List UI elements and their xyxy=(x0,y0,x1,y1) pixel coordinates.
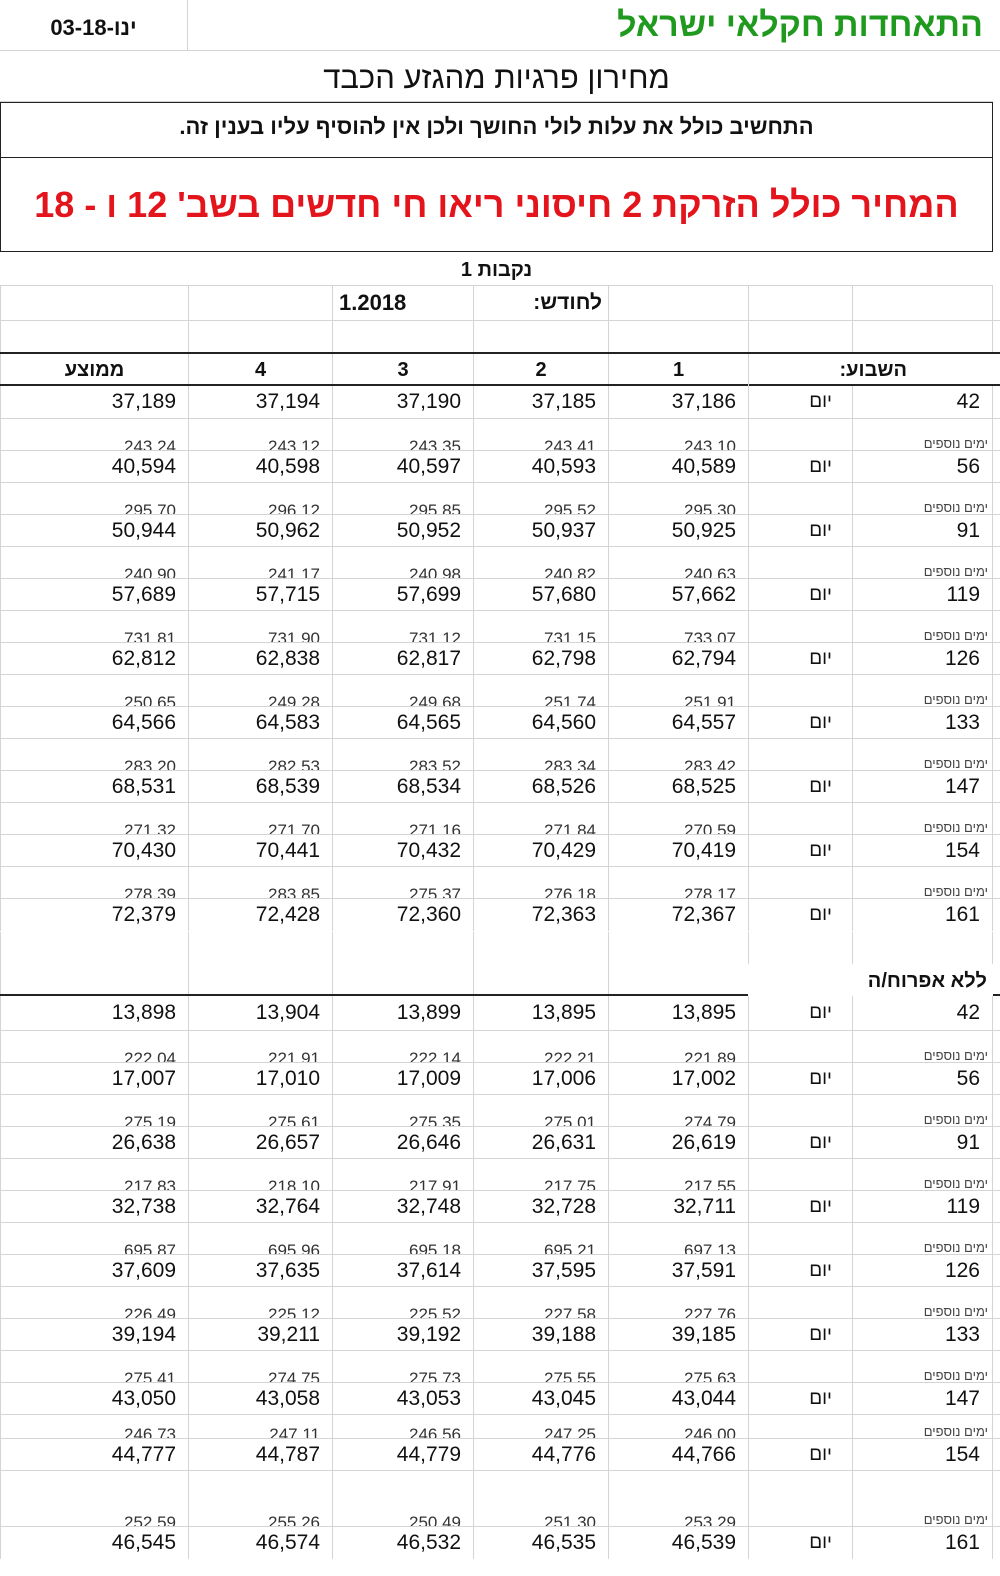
price-row xyxy=(0,706,1000,739)
week-2-price: 40,593 xyxy=(473,451,608,483)
week-2-price: 17,006 xyxy=(473,1063,608,1095)
day-unit: יום xyxy=(748,643,852,675)
avg-extra-day: 217.83 xyxy=(0,1159,188,1191)
week-2-extra-day: 295.52 xyxy=(473,483,608,515)
week-2-extra-day: 217.75 xyxy=(473,1159,608,1191)
avg-price: 44,777 xyxy=(0,1439,188,1471)
day-unit: יום xyxy=(748,1439,852,1471)
week-1-price: 37,591 xyxy=(608,1255,748,1287)
extra-days-label: ימים נוספים xyxy=(852,1287,993,1319)
week-1-price: 50,925 xyxy=(608,515,748,547)
week-3-price: 32,748 xyxy=(332,1191,473,1223)
header-row xyxy=(0,0,1000,51)
week-4-extra-day: 218.10 xyxy=(188,1159,332,1191)
week-3-price: 40,597 xyxy=(332,451,473,483)
week-1-extra-day: 295.30 xyxy=(608,483,748,515)
week-3-price: 17,009 xyxy=(332,1063,473,1095)
week-1-extra-day: 278.17 xyxy=(608,867,748,899)
col-week-1: 1 xyxy=(608,354,748,384)
extra-days-label: ימים נוספים xyxy=(852,1159,993,1191)
price-row xyxy=(0,1254,1000,1287)
age-days: 119 xyxy=(852,579,993,611)
day-unit: יום xyxy=(748,1063,852,1095)
week-3-extra-day: 243.35 xyxy=(332,419,473,451)
day-unit: יום xyxy=(748,1527,852,1559)
day-unit: יום xyxy=(748,1383,852,1415)
week-3-price: 37,614 xyxy=(332,1255,473,1287)
sheet-date: 03-ינו-18 xyxy=(0,0,188,50)
day-unit: יום xyxy=(748,899,852,931)
section-title: נקבות 1 xyxy=(0,252,993,286)
extra-days-label: ימים נוספים xyxy=(852,1471,993,1527)
week-1-extra-day: 251.91 xyxy=(608,675,748,707)
week-4-extra-day: 274.75 xyxy=(188,1351,332,1383)
week-1-extra-day: 240.63 xyxy=(608,547,748,579)
extra-day-row xyxy=(0,738,1000,771)
day-unit: יום xyxy=(748,1127,852,1159)
week-1-price: 62,794 xyxy=(608,643,748,675)
day-unit: יום xyxy=(748,771,852,803)
week-2-extra-day: 731.15 xyxy=(473,611,608,643)
week-1-extra-day: 246.00 xyxy=(608,1415,748,1439)
week-1-price: 17,002 xyxy=(608,1063,748,1095)
week-4-price: 68,539 xyxy=(188,771,332,803)
section2-label: ללא אפרוח/ה xyxy=(748,964,993,996)
avg-extra-day: 278.39 xyxy=(0,867,188,899)
week-1-price: 46,539 xyxy=(608,1527,748,1559)
week-1-extra-day: 733.07 xyxy=(608,611,748,643)
age-days: 56 xyxy=(852,1063,993,1095)
week-3-extra-day: 240.98 xyxy=(332,547,473,579)
week-4-price: 57,715 xyxy=(188,579,332,611)
week-3-price: 57,699 xyxy=(332,579,473,611)
day-unit: יום xyxy=(748,835,852,867)
week-4-extra-day: 225.12 xyxy=(188,1287,332,1319)
week-3-price: 37,190 xyxy=(332,386,473,418)
week-1-price: 44,766 xyxy=(608,1439,748,1471)
month-value: 1.2018 xyxy=(332,286,473,320)
avg-extra-day: 226.49 xyxy=(0,1287,188,1319)
price-row xyxy=(0,996,1000,1030)
price-row xyxy=(0,770,1000,803)
week-1-price: 57,662 xyxy=(608,579,748,611)
week-4-extra-day: 282.53 xyxy=(188,739,332,771)
extra-days-label: ימים נוספים xyxy=(852,739,993,771)
price-row xyxy=(0,834,1000,867)
age-days: 126 xyxy=(852,643,993,675)
week-3-price: 70,432 xyxy=(332,835,473,867)
avg-extra-day: 275.41 xyxy=(0,1351,188,1383)
avg-price: 37,609 xyxy=(0,1255,188,1287)
month-label: לחודש: xyxy=(473,286,608,320)
week-1-extra-day: 221.89 xyxy=(608,1031,748,1063)
extra-day-row xyxy=(0,1094,1000,1127)
extra-days-label: ימים נוספים xyxy=(852,867,993,899)
week-1-price: 26,619 xyxy=(608,1127,748,1159)
week-2-extra-day: 251.74 xyxy=(473,675,608,707)
week-1-price: 43,044 xyxy=(608,1383,748,1415)
week-4-extra-day: 247.11 xyxy=(188,1415,332,1439)
week-1-extra-day: 217.55 xyxy=(608,1159,748,1191)
column-header-row xyxy=(0,352,1000,386)
extra-day-row xyxy=(0,674,1000,707)
week-4-extra-day: 296.12 xyxy=(188,483,332,515)
extra-days-label: ימים נוספים xyxy=(852,611,993,643)
week-2-price: 72,363 xyxy=(473,899,608,931)
avg-extra-day: 695.87 xyxy=(0,1223,188,1255)
extra-day-row xyxy=(0,1350,1000,1383)
price-row xyxy=(0,1126,1000,1159)
week-2-extra-day: 275.55 xyxy=(473,1351,608,1383)
week-1-price: 72,367 xyxy=(608,899,748,931)
week-4-extra-day: 271.70 xyxy=(188,803,332,835)
week-3-extra-day: 283.52 xyxy=(332,739,473,771)
week-2-extra-day: 222.21 xyxy=(473,1031,608,1063)
week-4-extra-day: 255.26 xyxy=(188,1471,332,1527)
extra-day-row xyxy=(0,610,1000,643)
week-3-extra-day: 295.85 xyxy=(332,483,473,515)
week-4-extra-day: 695.96 xyxy=(188,1223,332,1255)
avg-extra-day: 275.19 xyxy=(0,1095,188,1127)
section2-label-row xyxy=(0,964,1000,996)
week-3-price: 26,646 xyxy=(332,1127,473,1159)
day-unit: יום xyxy=(748,996,852,1030)
extra-days-label: ימים נוספים xyxy=(852,1223,993,1255)
week-2-extra-day: 283.34 xyxy=(473,739,608,771)
age-days: 161 xyxy=(852,899,993,931)
price-row xyxy=(0,1526,1000,1559)
price-row xyxy=(0,578,1000,611)
avg-extra-day: 271.32 xyxy=(0,803,188,835)
week-4-extra-day: 283.85 xyxy=(188,867,332,899)
age-days: 42 xyxy=(852,386,993,418)
week-2-price: 62,798 xyxy=(473,643,608,675)
week-1-extra-day: 274.79 xyxy=(608,1095,748,1127)
price-row xyxy=(0,642,1000,675)
week-2-price: 37,595 xyxy=(473,1255,608,1287)
week-3-extra-day: 249.68 xyxy=(332,675,473,707)
week-1-extra-day: 270.59 xyxy=(608,803,748,835)
week-2-extra-day: 271.84 xyxy=(473,803,608,835)
avg-price: 37,189 xyxy=(0,386,188,418)
price-row xyxy=(0,1382,1000,1415)
age-days: 154 xyxy=(852,1439,993,1471)
week-2-extra-day: 247.25 xyxy=(473,1415,608,1439)
extra-day-row xyxy=(0,1158,1000,1191)
col-week-3: 3 xyxy=(332,354,473,384)
week-4-price: 32,764 xyxy=(188,1191,332,1223)
avg-price: 43,050 xyxy=(0,1383,188,1415)
price-row xyxy=(0,450,1000,483)
blank-row xyxy=(0,320,1000,352)
week-3-extra-day: 225.52 xyxy=(332,1287,473,1319)
week-4-price: 64,583 xyxy=(188,707,332,739)
week-2-extra-day: 695.21 xyxy=(473,1223,608,1255)
week-4-price: 62,838 xyxy=(188,643,332,675)
extra-day-row xyxy=(0,1470,1000,1527)
extra-day-row xyxy=(0,1222,1000,1255)
week-2-extra-day: 243.41 xyxy=(473,419,608,451)
week-2-price: 43,045 xyxy=(473,1383,608,1415)
price-row xyxy=(0,1438,1000,1471)
week-4-extra-day: 221.91 xyxy=(188,1031,332,1063)
price-row xyxy=(0,898,1000,931)
price-row xyxy=(0,1318,1000,1351)
week-4-price: 70,441 xyxy=(188,835,332,867)
day-unit: יום xyxy=(748,451,852,483)
week-4-price: 72,428 xyxy=(188,899,332,931)
avg-price: 64,566 xyxy=(0,707,188,739)
price-note: המחיר כולל הזרקת 2 חיסוני ריאו חי חדשים בשב' 12 ו - 18 xyxy=(0,158,993,252)
week-2-extra-day: 240.82 xyxy=(473,547,608,579)
day-unit: יום xyxy=(748,386,852,418)
week-4-price: 44,787 xyxy=(188,1439,332,1471)
week-3-price: 64,565 xyxy=(332,707,473,739)
price-row xyxy=(0,1062,1000,1095)
avg-price: 57,689 xyxy=(0,579,188,611)
avg-price: 68,531 xyxy=(0,771,188,803)
extra-day-row xyxy=(0,1414,1000,1439)
week-1-extra-day: 697.13 xyxy=(608,1223,748,1255)
week-1-extra-day: 283.42 xyxy=(608,739,748,771)
avg-extra-day: 243.24 xyxy=(0,419,188,451)
week-4-extra-day: 275.61 xyxy=(188,1095,332,1127)
avg-extra-day: 283.20 xyxy=(0,739,188,771)
age-days: 147 xyxy=(852,771,993,803)
avg-price: 13,898 xyxy=(0,996,188,1030)
avg-price: 17,007 xyxy=(0,1063,188,1095)
avg-extra-day: 295.70 xyxy=(0,483,188,515)
page-title: מחירון פרגיות מהגזע הכבד xyxy=(0,50,993,102)
week-1-price: 68,525 xyxy=(608,771,748,803)
week-2-price: 44,776 xyxy=(473,1439,608,1471)
week-4-extra-day: 243.12 xyxy=(188,419,332,451)
age-days: 147 xyxy=(852,1383,993,1415)
avg-extra-day: 252.59 xyxy=(0,1471,188,1527)
age-days: 126 xyxy=(852,1255,993,1287)
age-days: 56 xyxy=(852,451,993,483)
week-2-extra-day: 275.01 xyxy=(473,1095,608,1127)
extra-days-label: ימים נוספים xyxy=(852,483,993,515)
col-avg: ממוצע xyxy=(0,354,188,384)
week-4-extra-day: 249.28 xyxy=(188,675,332,707)
age-days: 42 xyxy=(852,996,993,1030)
week-2-price: 46,535 xyxy=(473,1527,608,1559)
week-2-price: 13,895 xyxy=(473,996,608,1030)
org-name: התאחדות חקלאי ישראל xyxy=(617,6,983,44)
avg-extra-day: 250.65 xyxy=(0,675,188,707)
price-row xyxy=(0,1190,1000,1223)
avg-price: 72,379 xyxy=(0,899,188,931)
avg-price: 70,430 xyxy=(0,835,188,867)
extra-day-row xyxy=(0,1030,1000,1063)
week-3-extra-day: 217.91 xyxy=(332,1159,473,1191)
extra-day-row xyxy=(0,418,1000,451)
week-3-extra-day: 275.35 xyxy=(332,1095,473,1127)
extra-day-row xyxy=(0,802,1000,835)
extra-day-row xyxy=(0,1286,1000,1319)
week-4-extra-day: 241.17 xyxy=(188,547,332,579)
extra-days-label: ימים נוספים xyxy=(852,1415,993,1439)
avg-extra-day: 731.81 xyxy=(0,611,188,643)
week-3-extra-day: 695.18 xyxy=(332,1223,473,1255)
week-3-price: 46,532 xyxy=(332,1527,473,1559)
week-4-price: 37,194 xyxy=(188,386,332,418)
week-2-price: 70,429 xyxy=(473,835,608,867)
blank-row-2 xyxy=(0,932,1000,964)
week-3-extra-day: 271.16 xyxy=(332,803,473,835)
age-days: 91 xyxy=(852,1127,993,1159)
extra-day-row xyxy=(0,482,1000,515)
day-unit: יום xyxy=(748,579,852,611)
week-2-extra-day: 276.18 xyxy=(473,867,608,899)
week-3-price: 13,899 xyxy=(332,996,473,1030)
day-unit: יום xyxy=(748,515,852,547)
week-1-extra-day: 243.10 xyxy=(608,419,748,451)
week-1-price: 13,895 xyxy=(608,996,748,1030)
day-unit: יום xyxy=(748,1255,852,1287)
week-4-price: 50,962 xyxy=(188,515,332,547)
extra-days-label: ימים נוספים xyxy=(852,675,993,707)
age-days: 154 xyxy=(852,835,993,867)
week-4-price: 46,574 xyxy=(188,1527,332,1559)
avg-price: 32,738 xyxy=(0,1191,188,1223)
week-4-extra-day: 731.90 xyxy=(188,611,332,643)
avg-price: 26,638 xyxy=(0,1127,188,1159)
week-4-price: 26,657 xyxy=(188,1127,332,1159)
age-days: 91 xyxy=(852,515,993,547)
price-row xyxy=(0,386,1000,418)
extra-days-label: ימים נוספים xyxy=(852,1095,993,1127)
week-2-price: 68,526 xyxy=(473,771,608,803)
age-days: 133 xyxy=(852,707,993,739)
calculation-note: התחשיב כולל את עלות לולי החושך ולכן אין להוסיף עליו בענין זה. xyxy=(0,102,993,158)
extra-days-label: ימים נוספים xyxy=(852,547,993,579)
week-3-price: 50,952 xyxy=(332,515,473,547)
week-3-extra-day: 731.12 xyxy=(332,611,473,643)
week-3-extra-day: 222.14 xyxy=(332,1031,473,1063)
avg-extra-day: 222.04 xyxy=(0,1031,188,1063)
day-unit: יום xyxy=(748,707,852,739)
col-week-label: השבוע: xyxy=(748,354,993,386)
week-1-price: 40,589 xyxy=(608,451,748,483)
extra-days-label: ימים נוספים xyxy=(852,1351,993,1383)
col-week-4: 4 xyxy=(188,354,332,384)
col-week-2: 2 xyxy=(473,354,608,384)
extra-days-label: ימים נוספים xyxy=(852,803,993,835)
week-2-price: 39,188 xyxy=(473,1319,608,1351)
week-4-price: 43,058 xyxy=(188,1383,332,1415)
week-3-price: 43,053 xyxy=(332,1383,473,1415)
day-unit: יום xyxy=(748,1319,852,1351)
extra-day-row xyxy=(0,546,1000,579)
extra-day-row xyxy=(0,866,1000,899)
avg-price: 62,812 xyxy=(0,643,188,675)
week-3-price: 68,534 xyxy=(332,771,473,803)
month-row xyxy=(0,286,1000,321)
avg-extra-day: 240.90 xyxy=(0,547,188,579)
extra-days-label: ימים נוספים xyxy=(852,1031,993,1063)
week-1-price: 64,557 xyxy=(608,707,748,739)
week-2-price: 64,560 xyxy=(473,707,608,739)
extra-days-label: ימים נוספים xyxy=(852,419,993,451)
week-2-price: 37,185 xyxy=(473,386,608,418)
week-4-price: 17,010 xyxy=(188,1063,332,1095)
week-3-extra-day: 246.56 xyxy=(332,1415,473,1439)
week-2-price: 26,631 xyxy=(473,1127,608,1159)
week-3-extra-day: 275.37 xyxy=(332,867,473,899)
age-days: 133 xyxy=(852,1319,993,1351)
week-4-price: 39,211 xyxy=(188,1319,332,1351)
age-days: 119 xyxy=(852,1191,993,1223)
week-3-price: 44,779 xyxy=(332,1439,473,1471)
week-4-price: 40,598 xyxy=(188,451,332,483)
week-1-extra-day: 227.76 xyxy=(608,1287,748,1319)
week-2-price: 32,728 xyxy=(473,1191,608,1223)
price-row xyxy=(0,514,1000,547)
week-3-extra-day: 250.49 xyxy=(332,1471,473,1527)
week-3-extra-day: 275.73 xyxy=(332,1351,473,1383)
week-1-extra-day: 253.29 xyxy=(608,1471,748,1527)
week-4-price: 37,635 xyxy=(188,1255,332,1287)
week-3-price: 39,192 xyxy=(332,1319,473,1351)
week-2-price: 57,680 xyxy=(473,579,608,611)
week-1-price: 70,419 xyxy=(608,835,748,867)
age-days: 161 xyxy=(852,1527,993,1559)
week-4-price: 13,904 xyxy=(188,996,332,1030)
avg-extra-day: 246.73 xyxy=(0,1415,188,1439)
day-unit: יום xyxy=(748,1191,852,1223)
week-3-price: 72,360 xyxy=(332,899,473,931)
week-1-price: 32,711 xyxy=(608,1191,748,1223)
avg-price: 39,194 xyxy=(0,1319,188,1351)
week-2-price: 50,937 xyxy=(473,515,608,547)
week-1-extra-day: 275.63 xyxy=(608,1351,748,1383)
week-2-extra-day: 227.58 xyxy=(473,1287,608,1319)
avg-price: 50,944 xyxy=(0,515,188,547)
week-1-price: 37,186 xyxy=(608,386,748,418)
week-3-price: 62,817 xyxy=(332,643,473,675)
avg-price: 40,594 xyxy=(0,451,188,483)
week-2-extra-day: 251.30 xyxy=(473,1471,608,1527)
week-1-price: 39,185 xyxy=(608,1319,748,1351)
avg-price: 46,545 xyxy=(0,1527,188,1559)
